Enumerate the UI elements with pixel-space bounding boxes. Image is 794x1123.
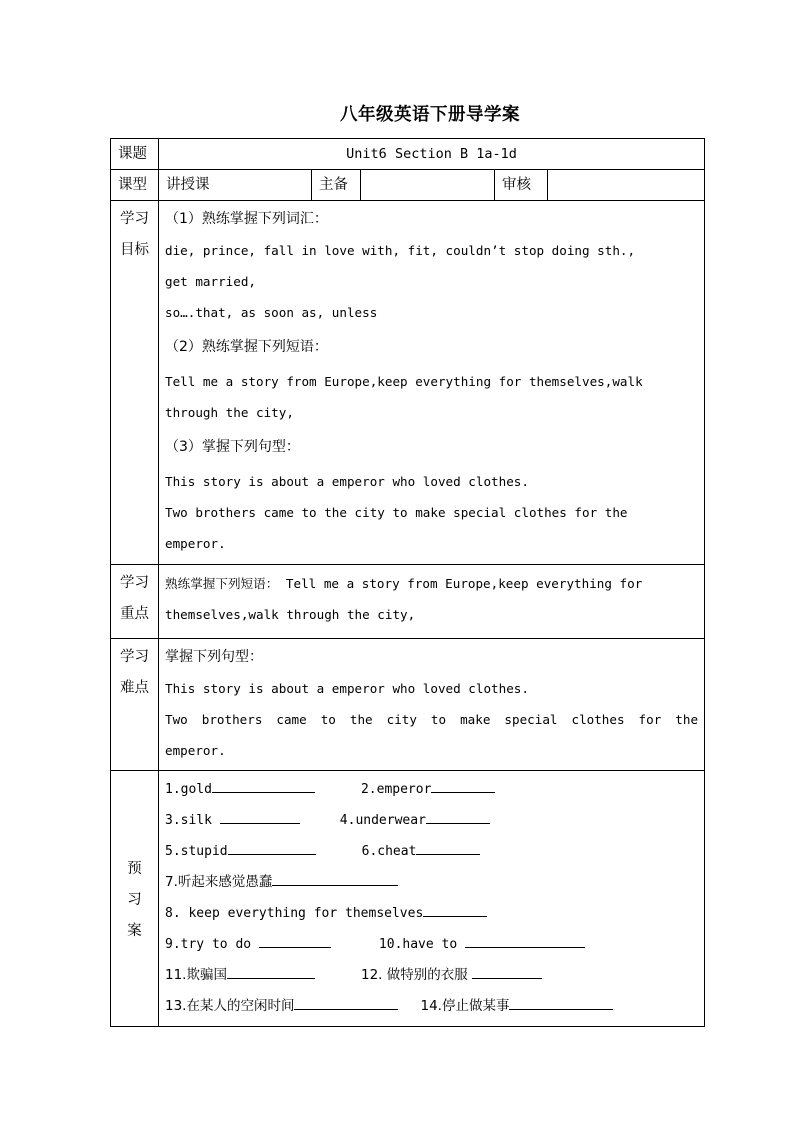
preview-content <box>159 771 705 1027</box>
preview-item: 6.cheat <box>361 844 417 859</box>
preview-item: 12. 做特别的衣服 <box>360 967 473 983</box>
goals-line: This story is about a emperor who loved clothes. <box>165 474 529 489</box>
preview-item: 8. keep everything for themselves <box>165 906 424 921</box>
preview-item: 2.emperor <box>360 782 432 797</box>
keypoints-line: themselves,walk through the city, <box>165 607 416 622</box>
difficulties-line: This story is about a emperor who loved clothes. <box>165 681 529 696</box>
keypoints-row <box>111 565 705 639</box>
preview-item: 13.在某人的空闲时间 <box>165 998 295 1014</box>
keypoints-line: 熟练掌握下列短语： Tell me a story from Europe,keep everything for <box>165 576 643 591</box>
topic-value: Unit6 Section B 1a-1d <box>159 139 705 170</box>
goals-line: so….that, as soon as, unless <box>165 305 378 320</box>
answer-blank[interactable] <box>472 965 542 979</box>
lead-preparer-value <box>361 170 495 201</box>
preview-line <box>165 898 698 929</box>
lesson-type-row <box>111 170 705 201</box>
answer-blank[interactable] <box>228 841 316 855</box>
answer-blank[interactable] <box>259 934 331 948</box>
goals-line: die, prince, fall in love with, fit, couldn’t stop doing sth., <box>165 243 636 258</box>
keypoints-content <box>159 565 705 639</box>
page-title: 八年级英语下册导学案 <box>340 105 520 125</box>
goals-line: （2）熟练掌握下列短语： <box>165 339 328 355</box>
goals-line: through the city, <box>165 405 294 420</box>
preview-item: 7.听起来感觉愚蠢 <box>165 874 273 890</box>
preview-item: 4.underwear <box>339 813 426 828</box>
answer-blank[interactable] <box>423 903 487 917</box>
topic-row <box>111 139 705 170</box>
goals-content <box>159 201 705 565</box>
preview-item: 10.have to <box>378 937 466 952</box>
preview-line <box>165 929 698 960</box>
preview-row <box>111 771 705 1027</box>
reviewer-label: 审核 <box>495 170 548 201</box>
topic-label: 课题 <box>111 139 159 170</box>
preview-item: 9.try to do <box>165 937 259 952</box>
answer-blank[interactable] <box>272 872 398 886</box>
difficulties-label: 学习 难点 <box>111 639 159 771</box>
preview-line <box>165 991 698 1022</box>
lesson-plan-table <box>110 138 705 1027</box>
lead-preparer-label: 主备 <box>312 170 361 201</box>
lesson-type-value: 讲授课 <box>159 170 312 201</box>
answer-blank[interactable] <box>426 810 490 824</box>
preview-line <box>165 774 698 805</box>
reviewer-value <box>548 170 705 201</box>
preview-item: 5.stupid <box>165 844 228 859</box>
preview-line <box>165 867 698 898</box>
difficulties-line: Two brothers came to the city to make special clothes for the <box>165 712 699 727</box>
preview-label: 预 习 案 <box>111 771 159 1027</box>
difficulties-row <box>111 639 705 771</box>
difficulties-line: 掌握下列句型： <box>165 649 263 665</box>
goals-line: Two brothers came to the city to make special clothes for the <box>165 505 628 520</box>
answer-blank[interactable] <box>416 841 480 855</box>
preview-item: 3.silk <box>165 813 220 828</box>
answer-blank[interactable] <box>465 934 585 948</box>
lesson-type-label: 课型 <box>111 170 159 201</box>
goals-line: （1）熟练掌握下列词汇： <box>165 211 328 227</box>
preview-item: 11.欺骗国 <box>165 967 227 983</box>
preview-line <box>165 960 698 991</box>
goals-line: Tell me a story from Europe,keep everything for themselves,walk <box>165 374 643 389</box>
goals-line: get married, <box>165 274 256 289</box>
answer-blank[interactable] <box>509 996 613 1010</box>
answer-blank[interactable] <box>227 965 315 979</box>
goals-row <box>111 201 705 565</box>
difficulties-line: emperor. <box>165 743 226 758</box>
answer-blank[interactable] <box>294 996 398 1010</box>
difficulties-content <box>159 639 705 771</box>
answer-blank[interactable] <box>220 810 300 824</box>
preview-line <box>165 805 698 836</box>
goals-label: 学习 目标 <box>111 201 159 565</box>
keypoints-label: 学习 重点 <box>111 565 159 639</box>
goals-line: emperor. <box>165 536 226 551</box>
preview-line <box>165 836 698 867</box>
answer-blank[interactable] <box>212 779 315 793</box>
preview-item: 1.gold <box>165 782 212 797</box>
goals-line: （3）掌握下列句型： <box>165 439 300 455</box>
preview-item: 14.停止做某事 <box>420 998 510 1014</box>
answer-blank[interactable] <box>431 779 495 793</box>
